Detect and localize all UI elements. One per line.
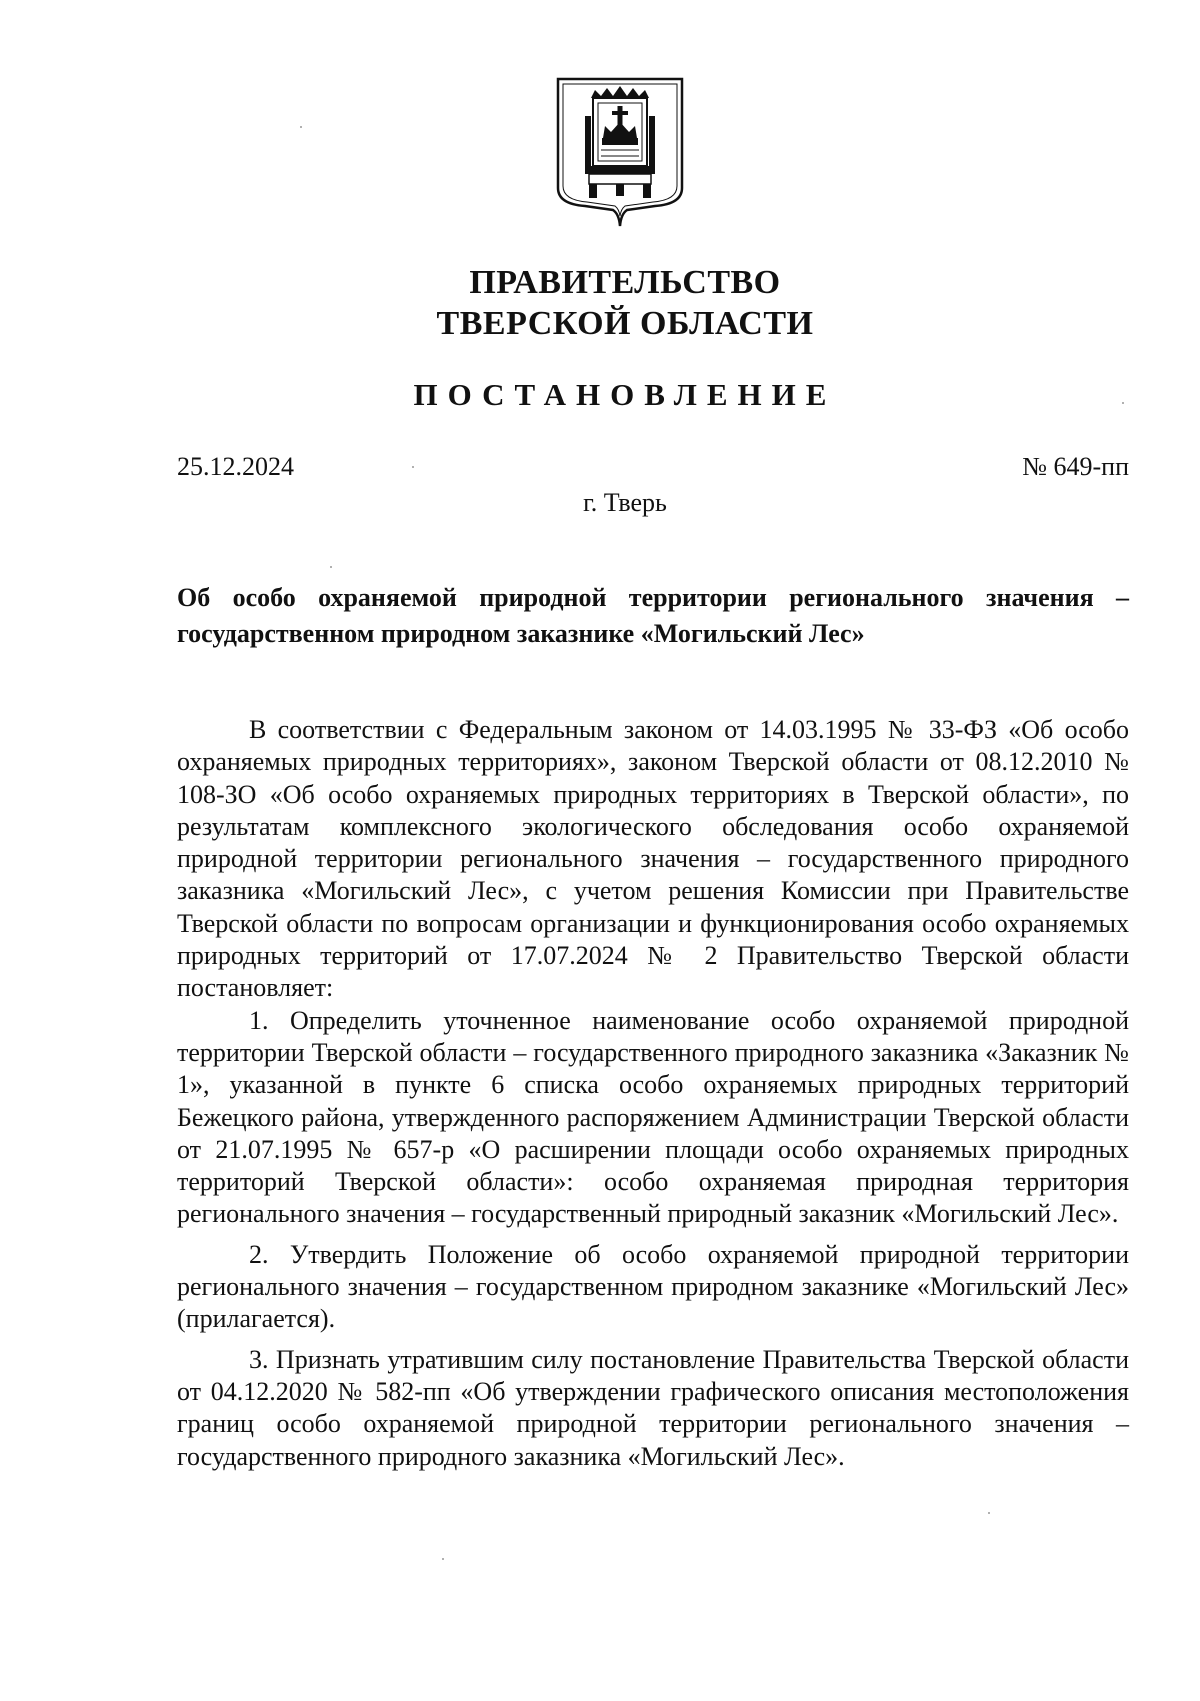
coat-of-arms-tver-icon xyxy=(555,76,685,229)
body-paragraph-item-3: 3. Признать утратившим силу постановление Правительства Тверской области от 04.12.2020 № 582-пп «Об утверждении графического описания местоположения границ особо охраняемой природной территории регионального значения – государственного природного заказника «Могильский Лес». xyxy=(177,1344,1129,1471)
document-type-heading: ПОСТАНОВЛЕНИЕ xyxy=(413,377,837,412)
document-body xyxy=(177,714,1129,1473)
scan-speck xyxy=(988,1512,990,1514)
document-date: 25.12.2024 xyxy=(177,452,294,481)
document-title: Об особо охраняемой природной территории регионального значения – государственном природном заказнике «Могильский Лес» xyxy=(177,583,1129,648)
document-number: № 649-пп xyxy=(1022,452,1129,481)
body-paragraph-item-1: 1. Определить уточненное наименование особо охраняемой природной территории Тверской области – государственного природного заказника «Заказник № 1», указанной в пункте 6 списка особо охраняемых природных территорий Бежецкого района, утвержденного распоряжением Администрации Тверской области от 21.07.1995 № 657-р «О расширении площади особо охраняемых природных территорий Тверской области»: особо охраняемая природная территория регионального значения – государственный природный заказник «Могильский Лес». xyxy=(177,1005,1129,1229)
body-paragraph-preamble: В соответствии с Федеральным законом от 14.03.1995 № 33-ФЗ «Об особо охраняемых природных территориях», законом Тверской области от 08.12.2010 № 108-ЗО «Об особо охраняемых природных территориях в Тверской области», по результатам комплексного экологического обследования особо охраняемой природной территории регионального значения – государственного природного заказника «Могильский Лес», с учетом решения Комиссии при Правительстве Тверской области по вопросам организации и функционирования особо охраняемых природных территорий от 17.07.2024 № 2 Правительство Тверской области постановляет: xyxy=(177,715,1129,1003)
scan-speck xyxy=(300,126,302,128)
scan-speck xyxy=(442,1558,444,1560)
scan-speck xyxy=(412,466,414,468)
body-paragraph-item-2: 2. Утвердить Положение об особо охраняемой природной территории регионального значения – государственном природном заказнике «Могильский Лес» (прилагается). xyxy=(177,1239,1129,1334)
organization-name-line2: ТВЕРСКОЙ ОБЛАСТИ xyxy=(436,305,814,342)
organization-name-line1: ПРАВИТЕЛЬСТВО xyxy=(469,264,781,301)
scan-speck xyxy=(330,566,332,568)
scan-speck xyxy=(1122,402,1124,404)
document-city: г. Тверь xyxy=(583,488,667,517)
